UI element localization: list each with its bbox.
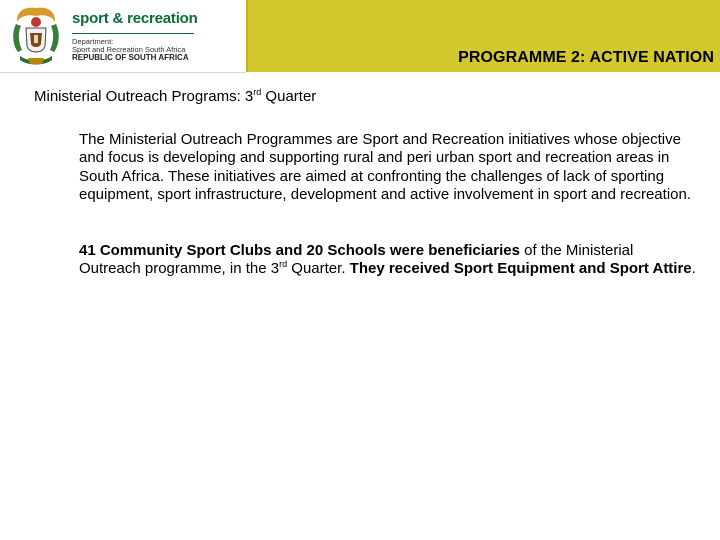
slide-heading [34, 88, 316, 105]
coat-of-arms-icon [8, 2, 64, 70]
header-band [246, 0, 720, 72]
department-label: Department: [72, 37, 114, 46]
country-name: REPUBLIC OF SOUTH AFRICA [72, 53, 189, 62]
heading-suffix: Quarter [261, 88, 317, 105]
heading-prefix: Ministerial Outreach Programs: 3 [34, 88, 254, 105]
paragraph-2-text-3: . [691, 260, 696, 278]
paragraph-2 [79, 242, 699, 279]
heading-superscript: rd [253, 87, 262, 97]
header-logo-area [0, 0, 246, 73]
paragraph-1: The Ministerial Outreach Programmes are Sport and Recreation initiatives whose objective and focus is developing and supporting rural and peri urban sport and recreation areas in South Africa. These initiatives are aimed at confronting the challenges of lack of sporting equipment, sport infrastructure, development and active involvement in sport and recreation. [79, 131, 691, 203]
paragraph-2-superscript: rd [279, 259, 288, 270]
paragraph-2-text-2: Quarter. [287, 260, 350, 278]
programme-title: PROGRAMME 2: ACTIVE NATION [458, 49, 714, 66]
beneficiaries-bold: 41 Community Sport Clubs and 20 Schools were beneficiaries [79, 242, 520, 259]
brand-name: sport & recreation [72, 10, 198, 27]
equipment-bold: They received Sport Equipment and Sport Attire [349, 260, 692, 278]
paragraph-2-text-1: of the Ministerial Outreach programme, in the 3 [79, 242, 634, 278]
brand-divider [72, 33, 194, 34]
department-name: Sport and Recreation South Africa [72, 45, 186, 54]
